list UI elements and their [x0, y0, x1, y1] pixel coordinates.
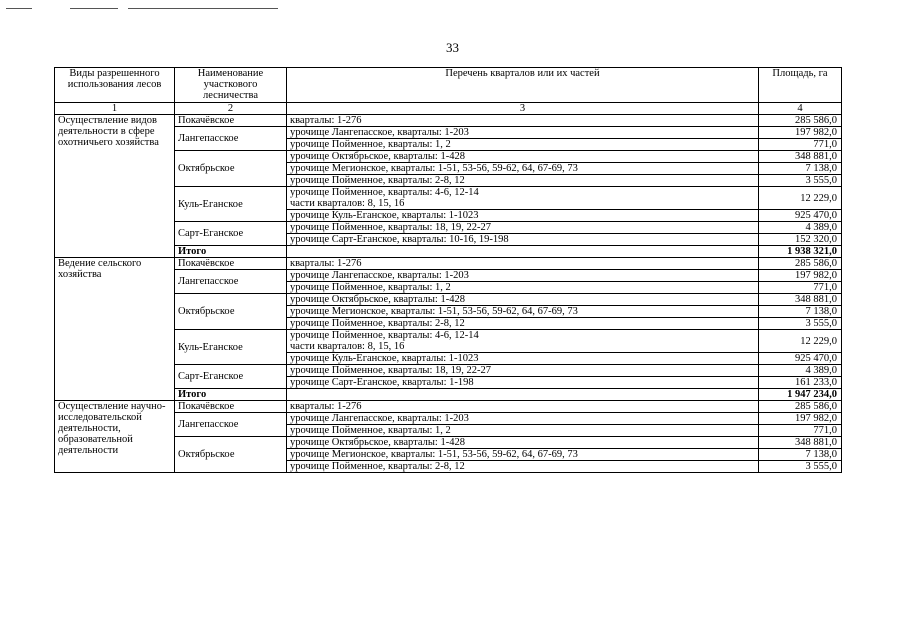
quarters-cell: [287, 127, 759, 139]
area-cell: 7 138,0: [759, 306, 842, 318]
forest-use-table: [54, 67, 842, 473]
area-cell: 348 881,0: [759, 294, 842, 306]
quarters-text: урочище Октябрьское, кварталы: 1-428: [290, 437, 465, 448]
forestry-name-cell: Лангепасское: [175, 270, 287, 294]
quarters-cell: [287, 449, 759, 461]
use-type-cell: Ведение сельского хозяйства: [55, 258, 175, 401]
area-cell: 771,0: [759, 425, 842, 437]
quarters-text: урочище Пойменное, кварталы: 1, 2: [290, 139, 451, 150]
area-cell: 3 555,0: [759, 175, 842, 187]
forestry-name-cell: Покачёвское: [175, 115, 287, 127]
quarters-cell: [287, 175, 759, 187]
quarters-parts-text: части кварталов: 8, 15, 16: [290, 198, 405, 209]
use-type-cell: Осуществление научно-исследовательской деятельности, образовательной деятельности: [55, 401, 175, 473]
area-cell: 348 881,0: [759, 437, 842, 449]
quarters-text: урочище Лангепасское, кварталы: 1-203: [290, 127, 469, 138]
quarters-text: урочище Мегионское, кварталы: 1-51, 53-56, 59-62, 64, 67-69, 73: [290, 306, 578, 317]
forestry-name-cell: Сарт-Еганское: [175, 365, 287, 389]
quarters-cell: [287, 115, 759, 127]
area-cell: 7 138,0: [759, 449, 842, 461]
quarters-cell: [287, 401, 759, 413]
quarters-text: урочище Пойменное, кварталы: 2-8, 12: [290, 175, 465, 186]
quarters-text: урочище Пойменное, кварталы: 4-6, 12-14: [290, 187, 479, 198]
area-cell: 3 555,0: [759, 461, 842, 473]
area-cell: 197 982,0: [759, 270, 842, 282]
table-column-numbers-row: [55, 103, 842, 115]
quarters-text: урочище Пойменное, кварталы: 18, 19, 22-27: [290, 222, 492, 233]
total-empty-cell: [287, 389, 759, 401]
header-area: Площадь, га: [759, 68, 842, 103]
quarters-cell: [287, 139, 759, 151]
quarters-text: урочище Пойменное, кварталы: 18, 19, 22-27: [290, 365, 492, 376]
forestry-name-cell: Сарт-Еганское: [175, 222, 287, 246]
forestry-name-cell: Октябрьское: [175, 294, 287, 330]
quarters-text: урочище Пойменное, кварталы: 2-8, 12: [290, 461, 465, 472]
forestry-name-cell: Куль-Еганское: [175, 187, 287, 222]
scan-edge-line: [128, 8, 278, 9]
area-cell: 197 982,0: [759, 413, 842, 425]
table-row: [55, 401, 842, 413]
quarters-cell: [287, 425, 759, 437]
quarters-text: урочище Пойменное, кварталы: 4-6, 12-14: [290, 330, 479, 341]
quarters-parts-text: части кварталов: 8, 15, 16: [290, 341, 405, 352]
column-number: 1: [55, 103, 175, 115]
area-cell: 285 586,0: [759, 115, 842, 127]
forestry-name-cell: Лангепасское: [175, 127, 287, 151]
page-number: 33: [446, 40, 459, 55]
area-cell: 925 470,0: [759, 353, 842, 365]
forestry-name-cell: Лангепасское: [175, 413, 287, 437]
quarters-cell: [287, 413, 759, 425]
quarters-cell: [287, 270, 759, 282]
total-empty-cell: [287, 246, 759, 258]
forestry-name-cell: Октябрьское: [175, 437, 287, 473]
quarters-cell: [287, 306, 759, 318]
quarters-cell: [287, 377, 759, 389]
area-cell: 4 389,0: [759, 222, 842, 234]
quarters-cell: [287, 234, 759, 246]
area-cell: 3 555,0: [759, 318, 842, 330]
table-header-row: [55, 68, 842, 103]
area-cell: 285 586,0: [759, 258, 842, 270]
area-cell: 7 138,0: [759, 163, 842, 175]
area-cell: 771,0: [759, 282, 842, 294]
quarters-text: кварталы: 1-276: [290, 401, 362, 412]
quarters-text: урочище Сарт-Еганское, кварталы: 1-198: [290, 377, 474, 388]
quarters-cell: [287, 282, 759, 294]
forestry-name-cell: Куль-Еганское: [175, 330, 287, 365]
quarters-cell: [287, 353, 759, 365]
quarters-cell: [287, 437, 759, 449]
table-row: [55, 258, 842, 270]
quarters-text: урочище Пойменное, кварталы: 1, 2: [290, 282, 451, 293]
quarters-text: урочище Пойменное, кварталы: 1, 2: [290, 425, 451, 436]
header-quarters: Перечень кварталов или их частей: [287, 68, 759, 103]
area-cell: 771,0: [759, 139, 842, 151]
quarters-text: урочище Лангепасское, кварталы: 1-203: [290, 413, 469, 424]
quarters-text: урочище Мегионское, кварталы: 1-51, 53-56, 59-62, 64, 67-69, 73: [290, 449, 578, 460]
quarters-cell: [287, 151, 759, 163]
column-number: 2: [175, 103, 287, 115]
quarters-cell: [287, 163, 759, 175]
table-row: [55, 115, 842, 127]
quarters-text: урочище Мегионское, кварталы: 1-51, 53-56, 59-62, 64, 67-69, 73: [290, 163, 578, 174]
area-cell: 348 881,0: [759, 151, 842, 163]
header-use-type: Виды разрешенного использования лесов: [55, 68, 175, 103]
quarters-text: урочище Лангепасское, кварталы: 1-203: [290, 270, 469, 281]
use-type-cell: Осуществление видов деятельности в сфере охотничьего хозяйства: [55, 115, 175, 258]
total-area: 1 938 321,0: [759, 246, 842, 258]
quarters-cell: [287, 258, 759, 270]
area-cell: 197 982,0: [759, 127, 842, 139]
header-forestry: Наименование участкового лесничества: [175, 68, 287, 103]
area-cell: 152 320,0: [759, 234, 842, 246]
quarters-cell: [287, 318, 759, 330]
scan-edge-line: [70, 8, 118, 9]
forestry-name-cell: Октябрьское: [175, 151, 287, 187]
quarters-text: урочище Октябрьское, кварталы: 1-428: [290, 151, 465, 162]
forestry-name-cell: Покачёвское: [175, 401, 287, 413]
forestry-name-cell: Покачёвское: [175, 258, 287, 270]
area-cell: 161 233,0: [759, 377, 842, 389]
total-label: Итого: [175, 246, 287, 258]
area-cell: 285 586,0: [759, 401, 842, 413]
quarters-text: кварталы: 1-276: [290, 258, 362, 269]
area-cell: 12 229,0: [759, 330, 842, 353]
total-area: 1 947 234,0: [759, 389, 842, 401]
quarters-cell: [287, 461, 759, 473]
quarters-text: урочище Куль-Еганское, кварталы: 1-1023: [290, 353, 479, 364]
quarters-cell: [287, 294, 759, 306]
area-cell: 925 470,0: [759, 210, 842, 222]
quarters-text: урочище Октябрьское, кварталы: 1-428: [290, 294, 465, 305]
column-number: 3: [287, 103, 759, 115]
area-cell: 4 389,0: [759, 365, 842, 377]
total-label: Итого: [175, 389, 287, 401]
quarters-text: урочище Сарт-Еганское, кварталы: 10-16, 19-198: [290, 234, 509, 245]
quarters-cell: [287, 222, 759, 234]
quarters-text: кварталы: 1-276: [290, 115, 362, 126]
quarters-text: урочище Пойменное, кварталы: 2-8, 12: [290, 318, 465, 329]
quarters-cell: [287, 330, 759, 353]
quarters-cell: [287, 210, 759, 222]
quarters-cell: [287, 365, 759, 377]
area-cell: 12 229,0: [759, 187, 842, 210]
column-number: 4: [759, 103, 842, 115]
quarters-cell: [287, 187, 759, 210]
quarters-text: урочище Куль-Еганское, кварталы: 1-1023: [290, 210, 479, 221]
scan-edge-line: [6, 8, 32, 9]
